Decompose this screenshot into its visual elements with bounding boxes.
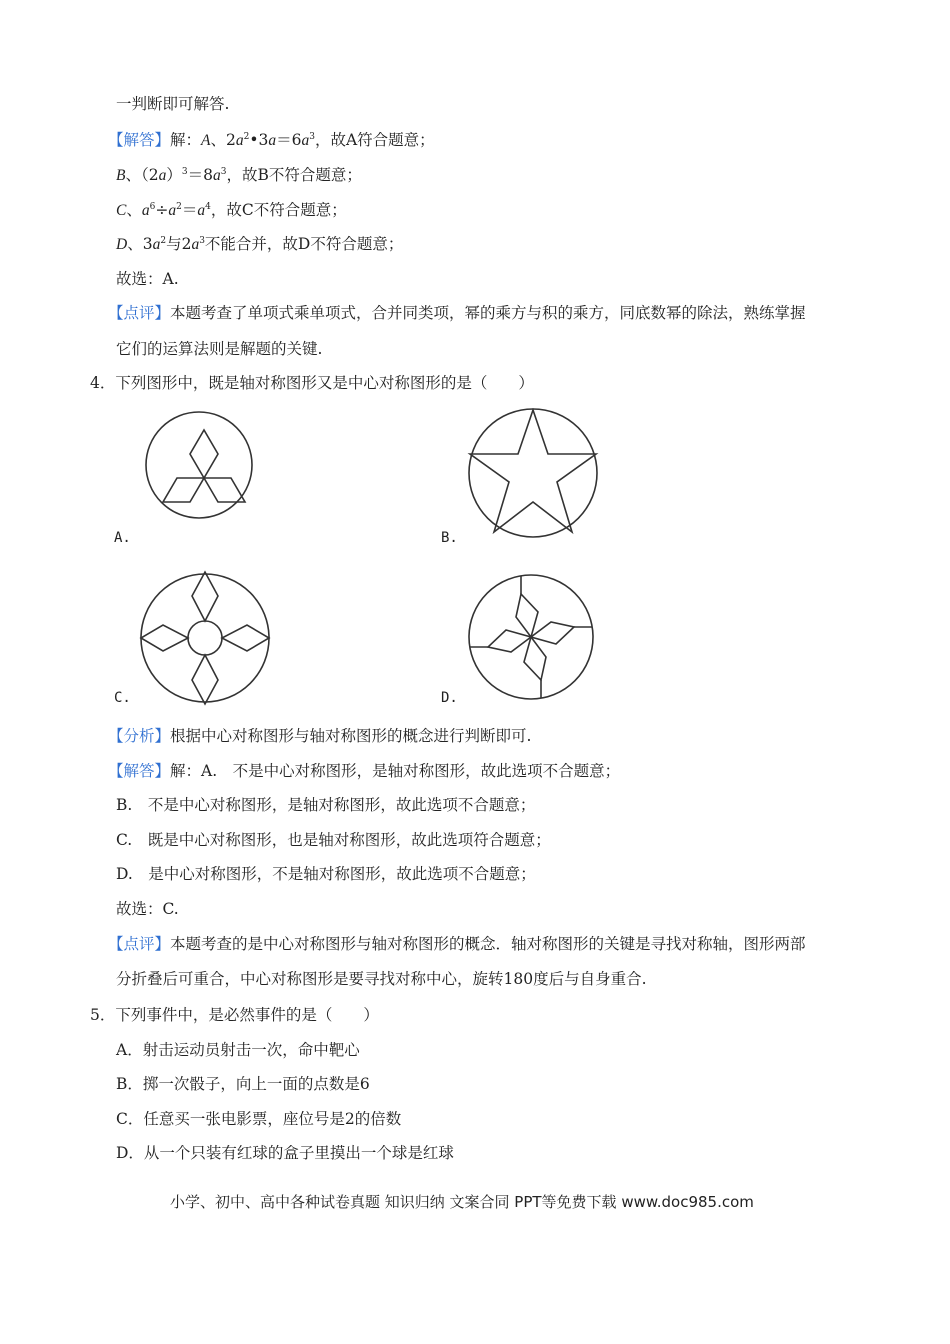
figure-c xyxy=(137,570,273,706)
text-line: B. 不是中心对称图形，是轴对称图形，故此选项不合题意； xyxy=(116,796,536,814)
text-line: 【解答】解：A、$2a^2•3a=6a^3$，故A符合题意； xyxy=(108,131,435,149)
text-fragment: 本题考查的是中心对称图形与轴对称图形的概念．轴对称图形的关键是寻找对称轴，图形两部 xyxy=(170,935,806,953)
text-line: 它们的运算法则是解题的关键. xyxy=(116,340,323,358)
text-fragment: ，故A符合题意； xyxy=(314,131,435,149)
text-fragment: 根据中心对称图形与轴对称图形的概念进行判断即可. xyxy=(170,727,532,745)
option-b-label: B. xyxy=(441,530,458,546)
figure-b xyxy=(466,408,606,538)
question-5: 5．下列事件中，是必然事件的是（ ） xyxy=(90,1006,379,1024)
text-line: 故选：C. xyxy=(116,900,179,918)
text-line: D、$3a^2$与$2a^3$不能合并，故D不符合题意； xyxy=(116,235,404,253)
option-a-label: A. xyxy=(114,530,131,546)
option-c-label: C. xyxy=(114,690,131,706)
text-line: C. 既是中心对称图形，也是轴对称图形，故此选项符合题意； xyxy=(116,831,551,849)
text-line: 一判断即可解答. xyxy=(116,95,230,113)
option-d-label: D. xyxy=(441,690,458,706)
text-line xyxy=(108,726,531,746)
text-line: 故选：A. xyxy=(116,270,179,288)
answer-tag: 【解答】 xyxy=(108,762,171,780)
text-fragment: 本题考查了单项式乘单项式，合并同类项，幂的乘方与积的乘方，同底数幂的除法，熟练掌握 xyxy=(170,304,806,322)
text-line: B、$(2a)^3=8a^3$，故B不符合题意； xyxy=(116,166,362,184)
figure-d xyxy=(466,572,596,702)
option-c: C．任意买一张电影票，座位号是2的倍数 xyxy=(116,1110,402,1128)
comment-tag: 【点评】 xyxy=(108,304,171,322)
text-line: C、$a^6\div a^2=a^4$，故C不符合题意； xyxy=(116,201,347,219)
text-line: D. 是中心对称图形，不是轴对称图形，故此选项不合题意； xyxy=(116,865,536,883)
option-d: D．从一个只装有红球的盒子里摸出一个球是红球 xyxy=(116,1144,454,1162)
comment-tag: 【点评】 xyxy=(108,935,171,953)
text-line: 分折叠后可重合，中心对称图形是要寻找对称中心，旋转180度后与自身重合. xyxy=(116,970,647,988)
text-line xyxy=(108,303,806,323)
text-fragment: 不能合并，故D不符合题意； xyxy=(204,235,404,253)
text-line xyxy=(108,934,806,954)
figure-a xyxy=(134,410,264,520)
question-4: 4．下列图形中，既是轴对称图形又是中心对称图形的是（ ） xyxy=(90,374,534,392)
analysis-tag: 【分析】 xyxy=(108,727,171,745)
option-a: A．射击运动员射击一次，命中靶心 xyxy=(116,1041,360,1059)
text-fragment: ，故B不符合题意； xyxy=(226,166,362,184)
answer-tag: 【解答】 xyxy=(108,131,171,149)
text-fragment: 解：A. 不是中心对称图形，是轴对称图形，故此选项不合题意； xyxy=(170,762,621,780)
text-line xyxy=(108,761,620,781)
option-b: B．掷一次骰子，向上一面的点数是6 xyxy=(116,1075,370,1093)
text-fragment: ，故C不符合题意； xyxy=(210,201,347,219)
page-footer: 小学、初中、高中各种试卷真题 知识归纳 文案合同 PPT等免费下载 www.doc985.com xyxy=(170,1193,754,1211)
